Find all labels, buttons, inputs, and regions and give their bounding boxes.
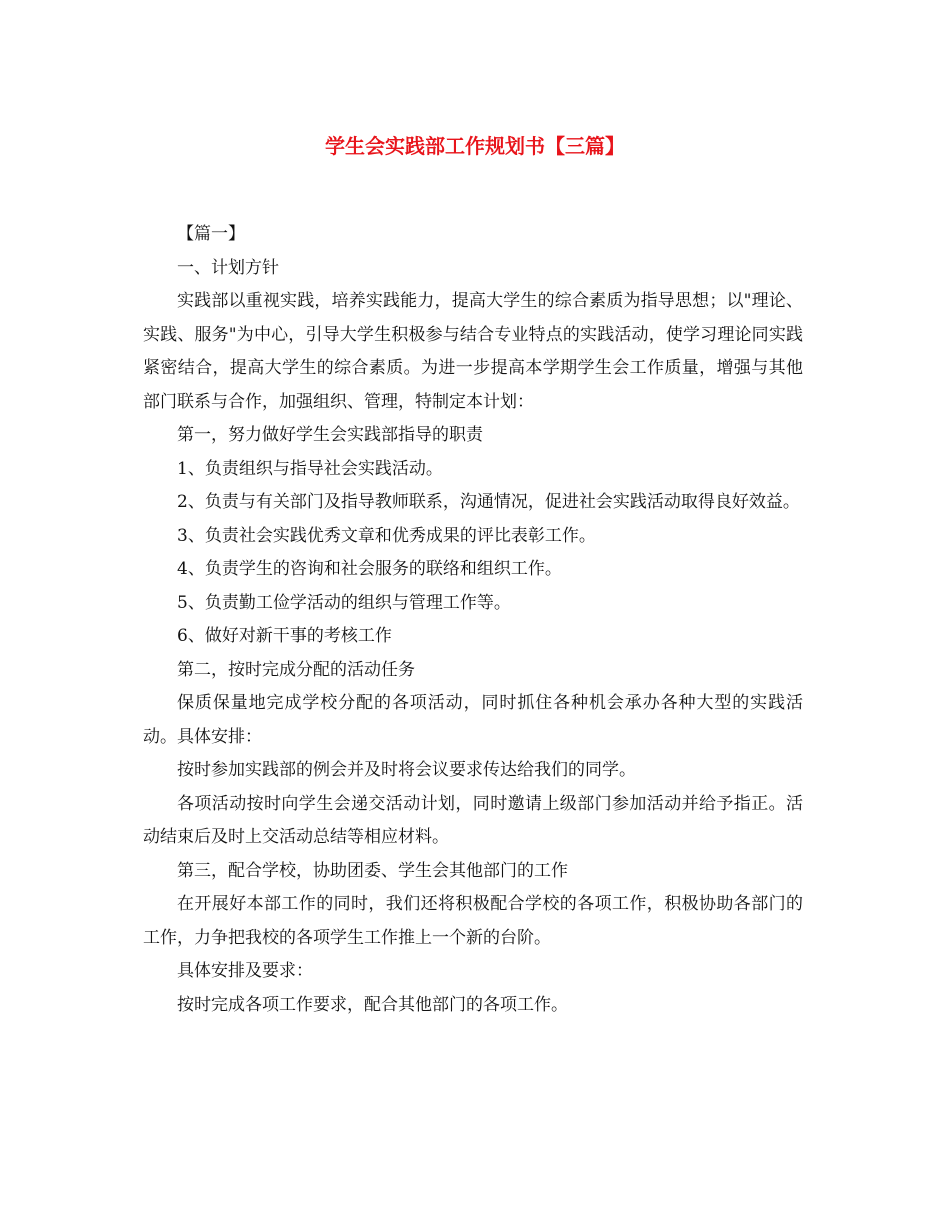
- paragraph: 在开展好本部工作的同时，我们还将积极配合学校的各项工作，积极协助各部门的工作，力争把我校的各项学生工作推上一个新的台阶。: [143, 894, 803, 948]
- subheading: 第一，努力做好学生会实践部指导的职责: [177, 425, 483, 445]
- paragraph: 各项活动按时向学生会递交活动计划，同时邀请上级部门参加活动并给予指正。活动结束后及时上交活动总结等相应材料。: [143, 793, 803, 847]
- document-body: [143, 218, 803, 1022]
- paragraph: 保质保量地完成学校分配的各项活动，同时抓住各种机会承办各种大型的实践活动。具体安排：: [143, 693, 803, 747]
- document-title: 学生会实践部工作规划书【三篇】: [325, 134, 625, 158]
- list-item: 5、负责勤工俭学活动的组织与管理工作等。: [177, 592, 511, 613]
- paragraph: 按时参加实践部的例会并及时将会议要求传达给我们的同学。: [177, 760, 636, 780]
- section-heading: 【篇一】: [177, 224, 245, 244]
- list-item: 2、负责与有关部门及指导教师联系，沟通情况，促进社会实践活动取得良好效益。: [177, 492, 800, 512]
- paragraph: 按时完成各项工作要求，配合其他部门的各项工作。: [177, 994, 568, 1015]
- list-item: 6、做好对新干事的考核工作: [177, 626, 392, 646]
- subheading: 第三，配合学校，协助团委、学生会其他部门的工作: [177, 860, 568, 881]
- paragraph: 具体安排及要求：: [177, 961, 313, 981]
- subheading: 第二，按时完成分配的活动任务: [177, 659, 415, 680]
- list-item: 3、负责社会实践优秀文章和优秀成果的评比表彰工作。: [177, 525, 596, 546]
- list-item: 1、负责组织与指导社会实践活动。: [177, 458, 443, 479]
- paragraph: 实践部以重视实践，培养实践能力，提高大学生的综合素质为指导思想；以"理论、实践、服务"为中心，引导大学生积极参与结合专业特点的实践活动，使学习理论同实践紧密结合，提高大学生的综合素质。为进一步提高本学期学生会工作质量，增强与其他部门联系与合作，加强组织、管理，特制定本计划：: [143, 291, 803, 412]
- list-item: 4、负责学生的咨询和社会服务的联络和组织工作。: [177, 559, 562, 579]
- subheading: 一、计划方针: [177, 257, 279, 278]
